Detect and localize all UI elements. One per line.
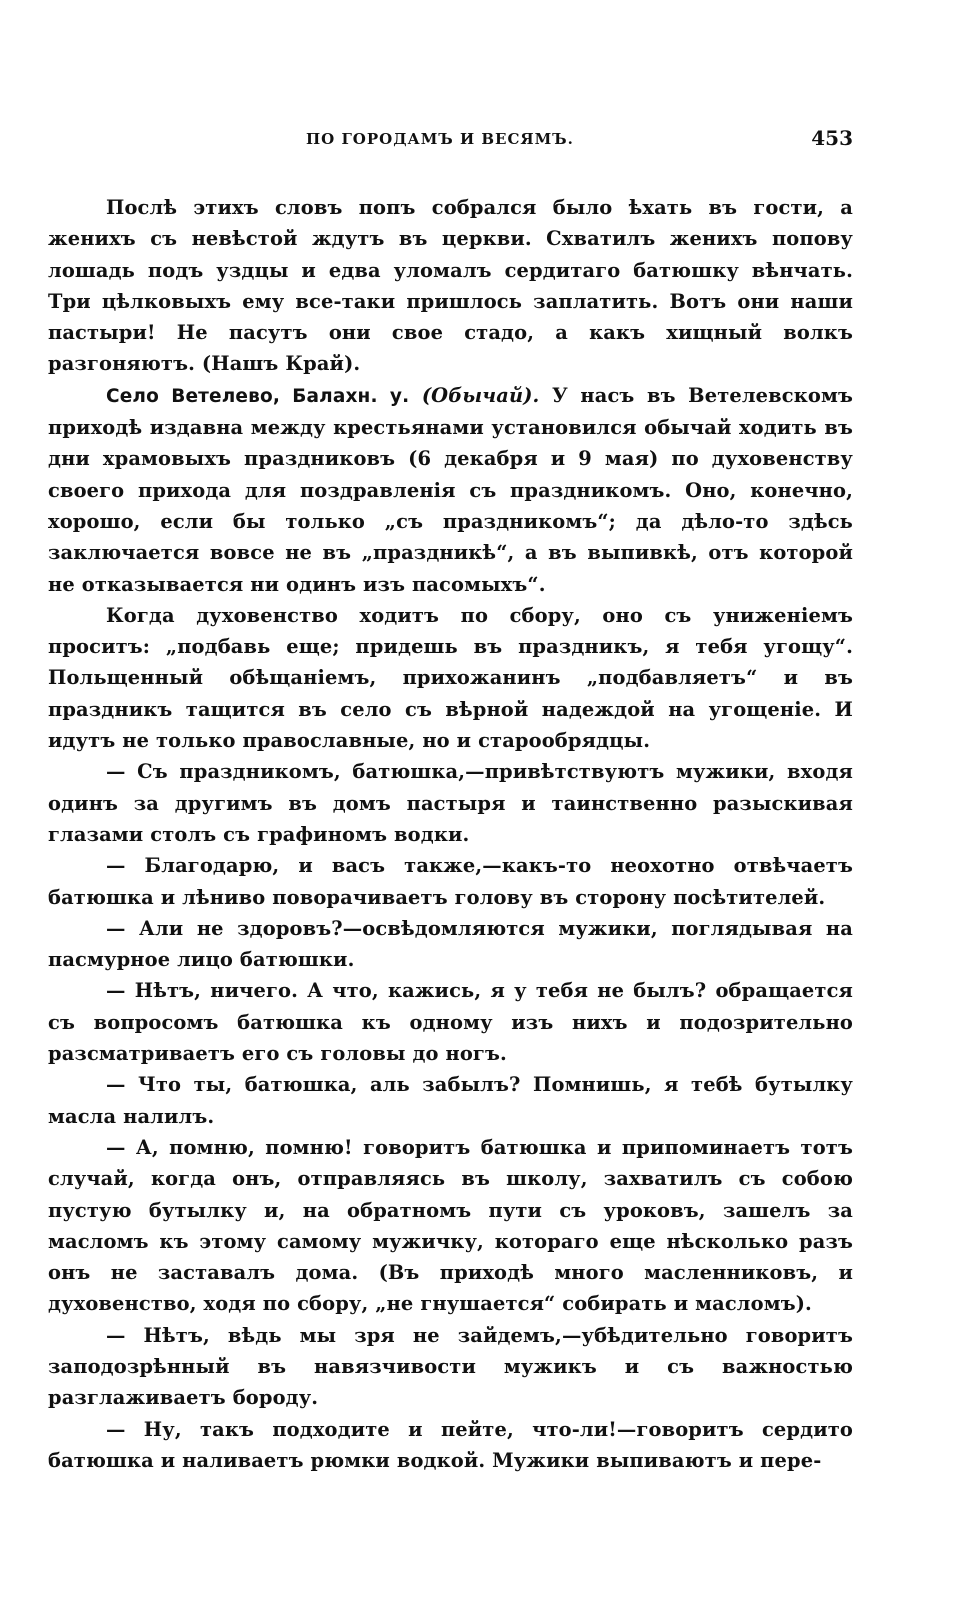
paragraph	[48, 600, 853, 756]
paragraph-text: — Али не здоровъ?—освѣдомляются мужики, поглядывая на пасмурное лицо батюшки.	[48, 916, 853, 972]
paragraph	[48, 756, 853, 850]
paragraph	[48, 1069, 853, 1132]
paragraph-text: — Съ праздникомъ, батюшка,—привѣтствуютъ мужики, входя одинъ за другимъ въ домъ пастыря и таинственно разыскивая глазами столъ съ графиномъ водки.	[48, 760, 853, 846]
body-text	[48, 192, 853, 1476]
source-label: (Обычай).	[421, 383, 540, 407]
page-number: 453	[811, 126, 853, 150]
paragraph	[48, 975, 853, 1069]
paragraph	[48, 850, 853, 913]
paragraph-text: Когда духовенство ходитъ по сбору, оно съ униженіемъ проситъ: „подбавь еще; придешь въ праздникъ, я тебя угощу“. Польщенный обѣщаніемъ, прихожанинъ „подбавляетъ“ и въ праздникъ тащится въ село съ вѣрной надеждой на угощеніе. И идутъ не только православные, но и старообрядцы.	[48, 603, 853, 753]
paragraph-text: — Нѣтъ, ничего. А что, кажись, я у тебя не былъ? обращается съ вопросомъ батюшка къ одному изъ нихъ и подозрительно разсматриваетъ его съ головы до ногъ.	[48, 979, 853, 1066]
paragraph-text: — Нѣтъ, вѣдь мы зря не зайдемъ,—убѣдительно говоритъ заподозрѣнный въ навязчивости мужикъ и съ важностью разглаживаетъ бороду.	[48, 1323, 853, 1410]
page-header	[48, 120, 853, 160]
paragraph	[48, 913, 853, 976]
paragraph-text: У насъ въ Ветелевскомъ приходѣ издавна между крестьянами установился обычай ходить въ дни храмовыхъ праздниковъ (6 декабря и 9 мая) по духовенству своего прихода для поздравленія съ праздникомъ. Оно, конечно, хорошо, если бы только „съ праздникомъ“; да дѣло-то здѣсь заключается вовсе не въ „праздникѣ“, а въ выпивкѣ, отъ которой не отказывается ни одинъ изъ пасомыхъ“.	[48, 383, 853, 596]
paragraph-text: — А, помню, помню! говоритъ батюшка и припоминаетъ тотъ случай, когда онъ, отправляясь въ школу, захватилъ съ собою пустую бутылку и, на обратномъ пути съ уроковъ, зашелъ за масломъ къ этому самому мужичку, котораго еще нѣсколько разъ онъ не заставалъ дома. (Въ приходѣ много масленниковъ, и духовенство, ходя по сбору, „не гнушается“ собирать и масломъ).	[48, 1135, 853, 1316]
running-title: ПО ГОРОДАМЪ И ВЕСЯМЪ.	[306, 130, 574, 148]
place-heading: Село Ветелево, Балахн. у.	[106, 385, 410, 407]
paragraph-text: — Что ты, батюшка, аль забылъ? Помнишь, я тебѣ бутылку масла налилъ.	[48, 1073, 853, 1128]
paragraph-text: — Благодарю, и васъ также,—какъ-то неохотно отвѣчаетъ батюшка и лѣниво поворачиваетъ голову въ сторону посѣтителей.	[48, 854, 853, 909]
book-page	[48, 120, 853, 1476]
paragraph	[48, 380, 853, 600]
paragraph	[48, 1320, 853, 1414]
paragraph-text: Послѣ этихъ словъ попъ собрался было ѣхать въ гости, а женихъ съ невѣстой ждутъ въ церкви. Схватилъ женихъ попову лошадь подъ уздцы и едва уломалъ сердитаго батюшку вѣнчать. Три цѣлковыхъ ему все-таки пришлось заплатить. Вотъ они наши пастыри! Не пасутъ они свое стадо, а какъ хищный волкъ разгоняютъ. (Нашъ Край).	[48, 196, 853, 376]
paragraph	[48, 192, 853, 380]
paragraph-text: — Ну, такъ подходите и пейте, что-ли!—говоритъ сердито батюшка и наливаетъ рюмки водкой. Мужики выпиваютъ и пере-	[48, 1417, 853, 1472]
paragraph	[48, 1132, 853, 1320]
paragraph	[48, 1414, 853, 1477]
